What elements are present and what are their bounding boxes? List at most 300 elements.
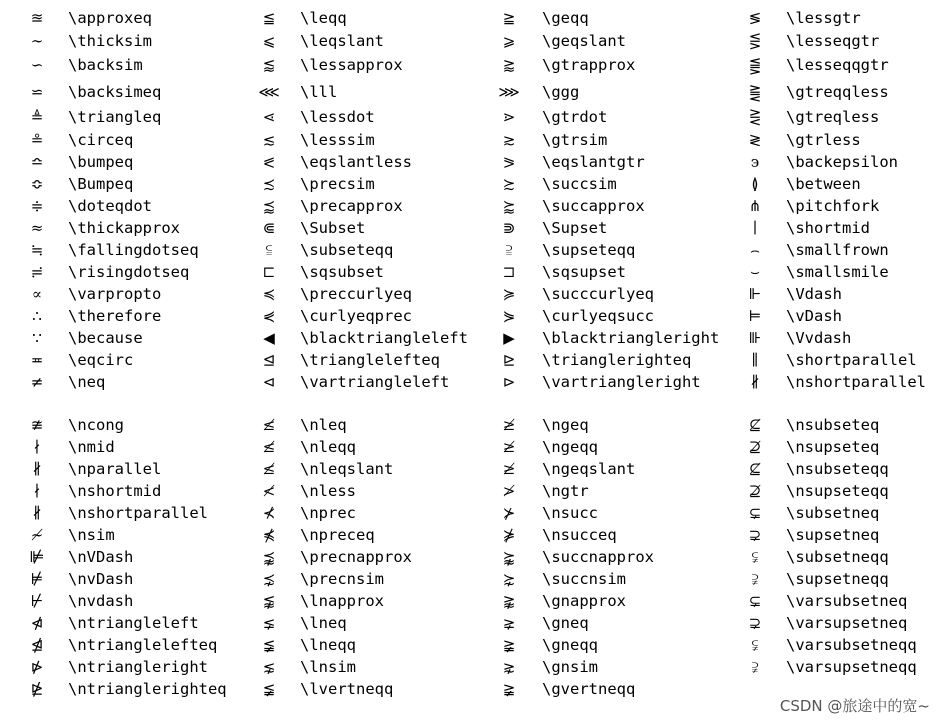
symbol-row	[736, 217, 938, 239]
latex-command: \triangleq	[68, 108, 162, 126]
symbol-glyph: ⋟	[502, 307, 516, 325]
latex-command: \ntrianglerighteq	[68, 680, 227, 698]
symbol-row	[492, 54, 736, 76]
symbol-glyph: ≼	[262, 285, 276, 303]
symbol-row	[492, 546, 736, 568]
symbol-glyph: ϶	[750, 153, 760, 171]
symbol-row	[0, 81, 250, 103]
symbol-glyph: ⪌	[748, 83, 762, 101]
symbol-row	[250, 612, 492, 634]
symbol-glyph: ≁	[30, 526, 44, 544]
latex-command: \circeq	[68, 131, 134, 149]
symbol-glyph: ∤	[33, 482, 41, 500]
latex-command: \nsucc	[542, 504, 598, 522]
symbol-glyph: ⋬	[30, 636, 44, 654]
symbol-glyph: ∦	[750, 373, 760, 391]
symbol-row	[492, 195, 736, 217]
symbol-glyph: ∦	[32, 460, 42, 478]
symbol-row	[0, 524, 250, 546]
latex-command: \precnsim	[300, 570, 384, 588]
symbol-row	[736, 173, 938, 195]
symbol-glyph: ⋘	[258, 83, 280, 101]
latex-command: \varsubsetneqq	[786, 636, 917, 654]
latex-command: \nleq	[300, 416, 347, 434]
latex-command: \precnapprox	[300, 548, 412, 566]
symbol-row	[0, 129, 250, 151]
symbol-glyph: ∤	[33, 438, 41, 456]
latex-command: \gneqq	[542, 636, 598, 654]
latex-command: \shortparallel	[786, 351, 917, 369]
symbol-glyph: ⋍	[30, 83, 44, 101]
latex-command: \lvertneqq	[300, 680, 394, 698]
symbol-row	[492, 81, 736, 103]
latex-command: \trianglelefteq	[300, 351, 440, 369]
symbol-row	[492, 414, 736, 436]
latex-command: \succnsim	[542, 570, 626, 588]
symbol-row	[0, 480, 250, 502]
symbol-glyph: ⋫	[30, 658, 44, 676]
latex-command: \npreceq	[300, 526, 375, 544]
latex-command: \gtrsim	[542, 131, 608, 149]
latex-command: \succsim	[542, 175, 617, 193]
symbol-glyph: ⋠	[262, 526, 276, 544]
latex-command: \subsetneq	[786, 504, 880, 522]
latex-command: \thicksim	[68, 32, 152, 50]
symbol-row	[250, 568, 492, 590]
latex-command: \ntriangleright	[68, 658, 208, 676]
symbol-row	[736, 151, 938, 173]
latex-command: \subsetneqq	[786, 548, 889, 566]
symbol-row	[0, 458, 250, 480]
symbol-row	[492, 502, 736, 524]
symbol-row	[250, 590, 492, 612]
symbol-glyph: ≇	[30, 416, 44, 434]
symbol-glyph: ⫌	[751, 658, 759, 676]
latex-command: \nsubseteqq	[786, 460, 889, 478]
latex-command: \nless	[300, 482, 356, 500]
symbol-row	[736, 7, 938, 29]
symbol-glyph: ∣	[752, 219, 758, 237]
symbol-row	[736, 106, 938, 128]
symbol-glyph: ⊐	[502, 263, 516, 281]
latex-command: \lessgtr	[786, 9, 861, 27]
symbol-glyph: ⌢	[750, 241, 760, 259]
symbol-row	[492, 106, 736, 128]
symbol-row	[736, 239, 938, 261]
latex-command: \varsupsetneq	[786, 614, 908, 632]
latex-command: \approxeq	[68, 9, 152, 27]
latex-command: \gnsim	[542, 658, 598, 676]
latex-command: \smallsmile	[786, 263, 889, 281]
symbol-glyph: ∴	[32, 307, 42, 325]
symbol-row	[736, 129, 938, 151]
symbol-row	[0, 371, 250, 393]
latex-command: \sqsubset	[300, 263, 384, 281]
latex-command: \backepsilon	[786, 153, 898, 171]
symbol-glyph: ∼	[30, 32, 44, 50]
symbol-glyph: ⊩	[748, 285, 762, 303]
symbol-row	[736, 546, 938, 568]
symbol-glyph: ⪆	[502, 56, 516, 74]
symbol-glyph: ≑	[30, 197, 44, 215]
latex-command: \bumpeq	[68, 153, 134, 171]
latex-command: \geqq	[542, 9, 589, 27]
latex-command: \succnapprox	[542, 548, 654, 566]
latex-command: \nvDash	[68, 570, 134, 588]
symbol-glyph: ▶	[503, 329, 515, 347]
symbol-row	[0, 173, 250, 195]
symbol-row	[736, 54, 938, 76]
symbol-row	[0, 30, 250, 52]
latex-command: \nshortparallel	[786, 373, 926, 391]
symbol-row	[736, 327, 938, 349]
symbol-row	[492, 590, 736, 612]
latex-command: \therefore	[68, 307, 162, 325]
latex-command: \blacktriangleleft	[300, 329, 468, 347]
symbol-row	[250, 30, 492, 52]
symbol-row	[492, 678, 736, 700]
latex-command: \precapprox	[300, 197, 403, 215]
symbol-row	[250, 371, 492, 393]
symbol-glyph: ≱	[502, 460, 516, 478]
latex-command: \sqsupset	[542, 263, 626, 281]
latex-command: \nsim	[68, 526, 115, 544]
latex-command: \supseteqq	[542, 241, 636, 259]
symbol-row	[0, 195, 250, 217]
symbol-row	[736, 612, 938, 634]
latex-command: \ncong	[68, 416, 124, 434]
symbol-row	[736, 458, 938, 480]
symbol-row	[492, 261, 736, 283]
symbol-glyph: ⋩	[502, 570, 516, 588]
latex-command: \leqq	[300, 9, 347, 27]
symbol-glyph: ∝	[31, 285, 43, 303]
symbol-glyph: ≱	[502, 438, 516, 456]
latex-command: \Supset	[542, 219, 608, 237]
symbol-glyph: ≩	[502, 636, 516, 654]
symbol-glyph: ≈	[30, 219, 44, 237]
latex-command: \smallfrown	[786, 241, 889, 259]
symbol-glyph: ⊈	[748, 460, 762, 478]
symbol-glyph: ⋦	[262, 658, 276, 676]
symbol-row	[492, 305, 736, 327]
latex-command: \doteqdot	[68, 197, 152, 215]
latex-command: \lneq	[300, 614, 347, 632]
symbol-row	[736, 414, 938, 436]
symbol-glyph: ≲	[262, 131, 276, 149]
latex-command: \gneq	[542, 614, 589, 632]
latex-command: \ngeq	[542, 416, 589, 434]
symbol-glyph: ⪕	[262, 153, 276, 171]
latex-command: \lll	[300, 83, 338, 101]
symbol-glyph: ≦	[262, 9, 276, 27]
latex-command: \preccurlyeq	[300, 285, 412, 303]
symbol-row	[492, 524, 736, 546]
symbol-glyph: ⋡	[502, 526, 516, 544]
symbol-row	[250, 81, 492, 103]
symbol-glyph: ⪉	[262, 592, 276, 610]
symbol-glyph: ≶	[748, 9, 762, 27]
symbol-row	[0, 151, 250, 173]
symbol-row	[736, 305, 938, 327]
latex-command: \vartriangleleft	[300, 373, 450, 391]
latex-command: \precsim	[300, 175, 375, 193]
symbol-row	[736, 656, 938, 678]
symbol-glyph: ∵	[32, 329, 42, 347]
symbol-glyph: ⊀	[262, 504, 276, 522]
symbol-row	[250, 129, 492, 151]
latex-command: \between	[786, 175, 861, 193]
latex-command: \ggg	[542, 83, 580, 101]
symbol-glyph: ∦	[32, 504, 42, 522]
symbol-glyph: ≓	[30, 263, 44, 281]
symbol-row	[0, 327, 250, 349]
symbol-glyph: ≱	[502, 416, 516, 434]
latex-command: \geqslant	[542, 32, 626, 50]
symbol-row	[492, 151, 736, 173]
symbol-row	[736, 349, 938, 371]
symbol-row	[250, 480, 492, 502]
symbol-row	[250, 327, 492, 349]
symbol-glyph: ≮	[262, 482, 276, 500]
symbol-glyph: ⊋	[748, 614, 762, 632]
symbol-row	[250, 195, 492, 217]
csdn-watermark: CSDN @旅途中的宽~	[779, 697, 930, 715]
symbol-glyph: ≰	[262, 416, 276, 434]
symbol-glyph: ≒	[30, 241, 44, 259]
symbol-row	[736, 195, 938, 217]
latex-command: \nsupseteqq	[786, 482, 889, 500]
symbol-row	[250, 261, 492, 283]
latex-command: \gnapprox	[542, 592, 626, 610]
symbol-row	[492, 327, 736, 349]
latex-command: \subseteqq	[300, 241, 394, 259]
latex-command: \lesseqqgtr	[786, 56, 889, 74]
symbol-row	[0, 590, 250, 612]
symbol-row	[0, 502, 250, 524]
symbol-row	[250, 546, 492, 568]
latex-command: \lesseqgtr	[786, 32, 880, 50]
latex-command: \supsetneq	[786, 526, 880, 544]
symbol-row	[250, 458, 492, 480]
latex-command: \curlyeqprec	[300, 307, 412, 325]
symbol-glyph: ⪖	[502, 153, 516, 171]
latex-command: \lessdot	[300, 108, 375, 126]
symbol-glyph: ≨	[262, 680, 276, 698]
latex-command: \gvertneqq	[542, 680, 636, 698]
symbol-row	[736, 480, 938, 502]
symbol-glyph: ⪷	[262, 197, 276, 215]
symbol-row	[492, 349, 736, 371]
latex-command: \varpropto	[68, 285, 162, 303]
symbol-glyph: ≖	[30, 351, 44, 369]
symbol-row	[736, 30, 938, 52]
symbol-glyph: ⊭	[30, 570, 44, 588]
symbol-glyph: ∥	[751, 351, 759, 369]
symbol-glyph: ≽	[502, 285, 516, 303]
latex-command: \fallingdotseq	[68, 241, 199, 259]
latex-command: \gtrless	[786, 131, 861, 149]
latex-command: \ngtr	[542, 482, 589, 500]
symbol-row	[250, 7, 492, 29]
symbol-glyph: ⋑	[502, 219, 516, 237]
latex-command: \backsim	[68, 56, 143, 74]
latex-command: \nleqq	[300, 438, 356, 456]
symbol-glyph: ⊉	[748, 482, 762, 500]
symbol-glyph: ⋞	[262, 307, 276, 325]
symbol-glyph: ⫌	[751, 570, 759, 588]
symbol-glyph: ⊪	[748, 329, 762, 347]
latex-command: \Vdash	[786, 285, 842, 303]
symbol-glyph: ⋗	[502, 108, 516, 126]
symbol-glyph: ≰	[262, 460, 276, 478]
symbol-glyph: ≎	[30, 175, 44, 193]
latex-command: \Subset	[300, 219, 366, 237]
symbol-glyph: ⪺	[502, 548, 516, 566]
symbol-glyph: ⊋	[748, 526, 762, 544]
symbol-row	[492, 217, 736, 239]
latex-command: \eqcirc	[68, 351, 134, 369]
symbol-row	[0, 217, 250, 239]
latex-command: \nleqslant	[300, 460, 394, 478]
symbol-glyph: ⋧	[502, 658, 516, 676]
symbol-row	[250, 217, 492, 239]
symbol-glyph: ⋭	[30, 680, 44, 698]
latex-command: \nvdash	[68, 592, 134, 610]
symbol-row	[492, 612, 736, 634]
symbol-glyph: ⪹	[262, 548, 276, 566]
symbol-glyph: ≏	[30, 153, 44, 171]
symbol-glyph: ≩	[502, 680, 516, 698]
symbol-row	[250, 634, 492, 656]
latex-command: \vDash	[786, 307, 842, 325]
symbol-row	[250, 349, 492, 371]
symbol-row	[250, 305, 492, 327]
symbol-glyph: ⊁	[502, 504, 516, 522]
symbol-row	[0, 634, 250, 656]
symbol-glyph: ⊈	[748, 416, 762, 434]
symbol-row	[250, 502, 492, 524]
symbol-glyph: ⌣	[750, 263, 760, 281]
symbol-row	[0, 7, 250, 29]
symbol-row	[492, 458, 736, 480]
symbol-glyph: ⋐	[262, 219, 276, 237]
symbol-row	[492, 371, 736, 393]
symbol-row	[736, 524, 938, 546]
symbol-glyph: ≗	[30, 131, 44, 149]
latex-command: \Bumpeq	[68, 175, 134, 193]
symbol-glyph: ⫋	[751, 636, 759, 654]
latex-command: \lnsim	[300, 658, 356, 676]
symbol-glyph: ≿	[502, 175, 516, 193]
symbol-row	[736, 590, 938, 612]
latex-command: \gtrdot	[542, 108, 608, 126]
symbol-row	[0, 283, 250, 305]
symbol-row	[492, 283, 736, 305]
symbol-row	[0, 568, 250, 590]
symbol-glyph: ◀	[263, 329, 275, 347]
latex-command: \trianglerighteq	[542, 351, 692, 369]
symbol-row	[0, 436, 250, 458]
symbol-row	[250, 436, 492, 458]
latex-command: \lessapprox	[300, 56, 403, 74]
symbol-row	[0, 678, 250, 700]
symbol-glyph: ≨	[262, 636, 276, 654]
latex-command: \risingdotseq	[68, 263, 190, 281]
symbol-row	[250, 173, 492, 195]
latex-command: \eqslantgtr	[542, 153, 645, 171]
latex-command: \nshortmid	[68, 482, 162, 500]
symbol-row	[736, 634, 938, 656]
latex-command: \nsubseteq	[786, 416, 880, 434]
symbol-glyph: ≊	[30, 9, 44, 27]
symbol-row	[736, 283, 938, 305]
symbol-row	[0, 239, 250, 261]
symbol-glyph: ≜	[30, 108, 44, 126]
latex-command: \ntriangleleft	[68, 614, 199, 632]
symbol-row	[736, 261, 938, 283]
latex-command: \leqslant	[300, 32, 384, 50]
symbol-glyph: ≳	[502, 131, 516, 149]
latex-command: \nprec	[300, 504, 356, 522]
latex-command: \lesssim	[300, 131, 375, 149]
latex-command: \succcurlyeq	[542, 285, 654, 303]
symbol-row	[492, 30, 736, 52]
symbol-row	[492, 480, 736, 502]
symbol-glyph: ⊵	[502, 351, 516, 369]
latex-command: \vartriangleright	[542, 373, 701, 391]
latex-command: \because	[68, 329, 143, 347]
symbol-row	[492, 173, 736, 195]
symbol-row	[0, 261, 250, 283]
symbol-glyph: ⊊	[748, 592, 762, 610]
symbol-glyph: ⊨	[748, 307, 762, 325]
symbol-glyph: ⋖	[262, 108, 276, 126]
symbol-row	[250, 54, 492, 76]
symbol-glyph: ⋛	[748, 108, 762, 126]
latex-command: \lnapprox	[300, 592, 384, 610]
symbol-glyph: ⫅	[265, 241, 273, 259]
symbol-row	[250, 283, 492, 305]
symbol-row	[736, 502, 938, 524]
symbol-row	[250, 239, 492, 261]
symbol-row	[250, 414, 492, 436]
symbol-row	[492, 568, 736, 590]
latex-command: \supsetneqq	[786, 570, 889, 588]
symbol-row	[0, 305, 250, 327]
symbol-row	[736, 568, 938, 590]
latex-command: \eqslantless	[300, 153, 412, 171]
symbol-glyph: ⪋	[748, 56, 762, 74]
latex-command: \blacktriangleright	[542, 329, 720, 347]
latex-command: \gtreqless	[786, 108, 880, 126]
symbol-glyph: ⩾	[502, 32, 516, 50]
latex-command: \succapprox	[542, 197, 645, 215]
symbol-glyph: ⋪	[30, 614, 44, 632]
symbol-glyph: ≧	[502, 9, 516, 27]
symbol-row	[0, 546, 250, 568]
symbol-row	[250, 151, 492, 173]
symbol-glyph: ⪅	[262, 56, 276, 74]
latex-command: \curlyeqsucc	[542, 307, 654, 325]
symbol-row	[0, 349, 250, 371]
symbol-glyph: ⊏	[262, 263, 276, 281]
latex-command: \nshortparallel	[68, 504, 208, 522]
symbol-row	[250, 656, 492, 678]
symbol-glyph: ⋨	[262, 570, 276, 588]
latex-command: \nsupseteq	[786, 438, 880, 456]
symbol-glyph: ⊴	[262, 351, 276, 369]
